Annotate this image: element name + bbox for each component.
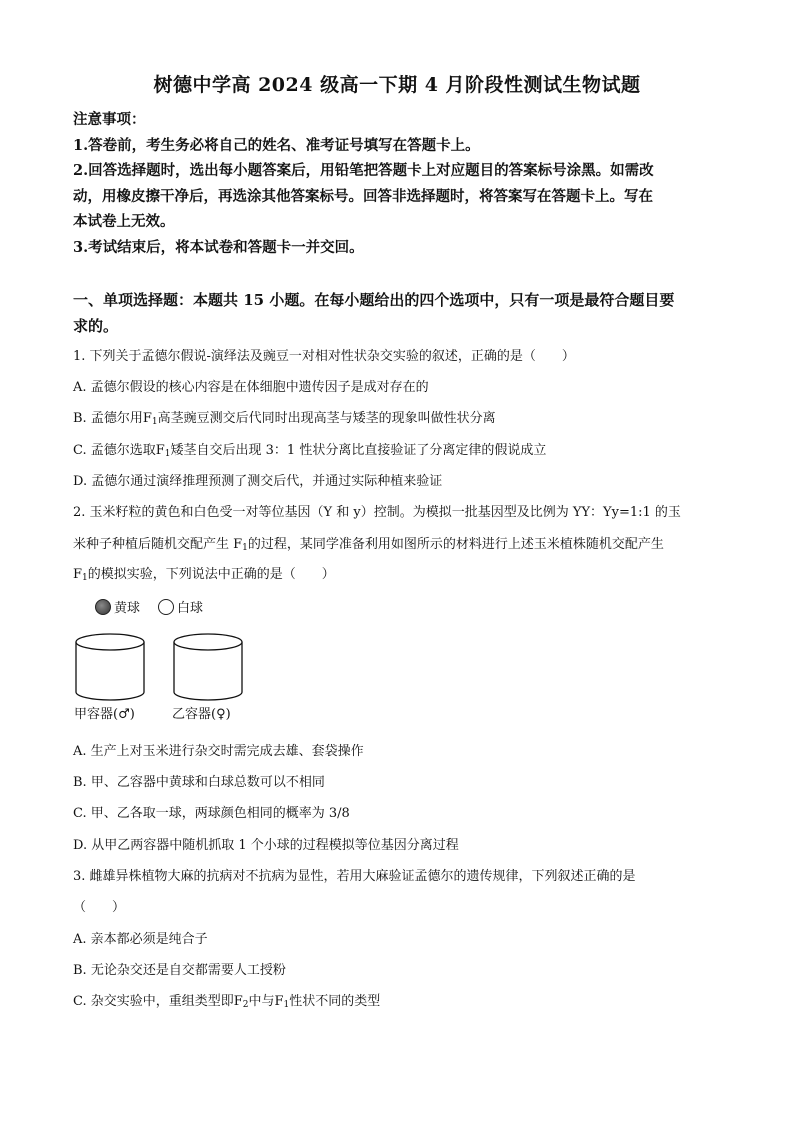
container-a-cylinder-icon xyxy=(74,632,146,702)
container-a-label: 甲容器(♂) xyxy=(74,707,135,722)
q3-option-b: B. 无论杂交还是自交都需要人工授粉 xyxy=(73,963,286,978)
q2-stem-line-3: $F_1$的模拟实验，下列说法中正确的是（ ） xyxy=(73,567,335,583)
notice-item-2-line-3: 本试卷上无效。 xyxy=(73,213,175,230)
q3-option-c: C. 杂交实验中，重组类型即$F_2$中与$F_1$性状不同的类型 xyxy=(73,994,381,1010)
yellow-ball-icon xyxy=(95,599,111,615)
white-ball-icon xyxy=(158,599,174,615)
container-b-cylinder-icon xyxy=(172,632,244,702)
q2-option-a: A. 生产上对玉米进行杂交时需完成去雄、套袋操作 xyxy=(73,744,364,759)
section-heading-line-2: 求的。 xyxy=(73,317,119,335)
legend-yellow-label: 黄球 xyxy=(114,601,141,616)
ball-legend xyxy=(95,597,221,616)
q3-stem-line-2: （ ） xyxy=(73,900,126,915)
notice-heading: 注意事项： xyxy=(73,111,146,128)
notice-item-2-line-1: 2.回答选择题时，选出每小题答案后，用铅笔把答题卡上对应题目的答案标号涂黑。如需改 xyxy=(73,162,654,179)
q1-option-b: B. 孟德尔用$F_1$高茎豌豆测交后代同时出现高茎与矮茎的现象叫做性状分离 xyxy=(73,411,496,427)
q2-option-d: D. 从甲乙两容器中随机抓取 1 个小球的过程模拟等位基因分离过程 xyxy=(73,838,459,853)
notice-item-3: 3.考试结束后，将本试卷和答题卡一并交回。 xyxy=(73,239,364,256)
legend-white-label: 白球 xyxy=(177,601,204,616)
q2-option-c: C. 甲、乙各取一球，两球颜色相同的概率为 3/8 xyxy=(73,806,350,821)
q3-option-a: A. 亲本都必须是纯合子 xyxy=(73,932,208,947)
section-heading-line-1: 一、单项选择题：本题共 15 小题。在每小题给出的四个选项中，只有一项是最符合题目要 xyxy=(73,291,675,309)
q2-stem-line-1: 2. 玉米籽粒的黄色和白色受一对等位基因（Y 和 y）控制。为模拟一批基因型及比例为 YY：Yy=1:1 的玉 xyxy=(73,505,681,520)
q1-option-a: A. 孟德尔假设的核心内容是在体细胞中遗传因子是成对存在的 xyxy=(73,380,429,395)
q2-stem-line-2: 米种子种植后随机交配产生 $F_1$的过程，某同学准备利用如图所示的材料进行上述玉米植株随机交配产生 xyxy=(73,537,664,553)
q2-option-b: B. 甲、乙容器中黄球和白球总数可以不相同 xyxy=(73,775,325,790)
q1-stem: 1. 下列关于孟德尔假说-演绎法及豌豆一对相对性状杂交实验的叙述，正确的是（ ） xyxy=(73,349,575,364)
container-b-label: 乙容器(♀) xyxy=(172,707,231,722)
notice-item-1: 1.答卷前，考生务必将自己的姓名、准考证号填写在答题卡上。 xyxy=(73,137,480,154)
q1-option-d: D. 孟德尔通过演绎推理预测了测交后代，并通过实际种植来验证 xyxy=(73,474,443,489)
q1-option-c: C. 孟德尔选取$F_1$矮茎自交后出现 3：1 性状分离比直接验证了分离定律的假说成立 xyxy=(73,443,547,459)
q3-stem-line-1: 3. 雌雄异株植物大麻的抗病对不抗病为显性，若用大麻验证孟德尔的遗传规律，下列叙述正确的是 xyxy=(73,869,636,884)
exam-title: 树德中学高 2024 级高一下期 4 月阶段性测试生物试题 xyxy=(153,74,641,96)
notice-item-2-line-2: 动，用橡皮擦干净后，再选涂其他答案标号。回答非选择题时，将答案写在答题卡上。写在 xyxy=(73,188,653,205)
